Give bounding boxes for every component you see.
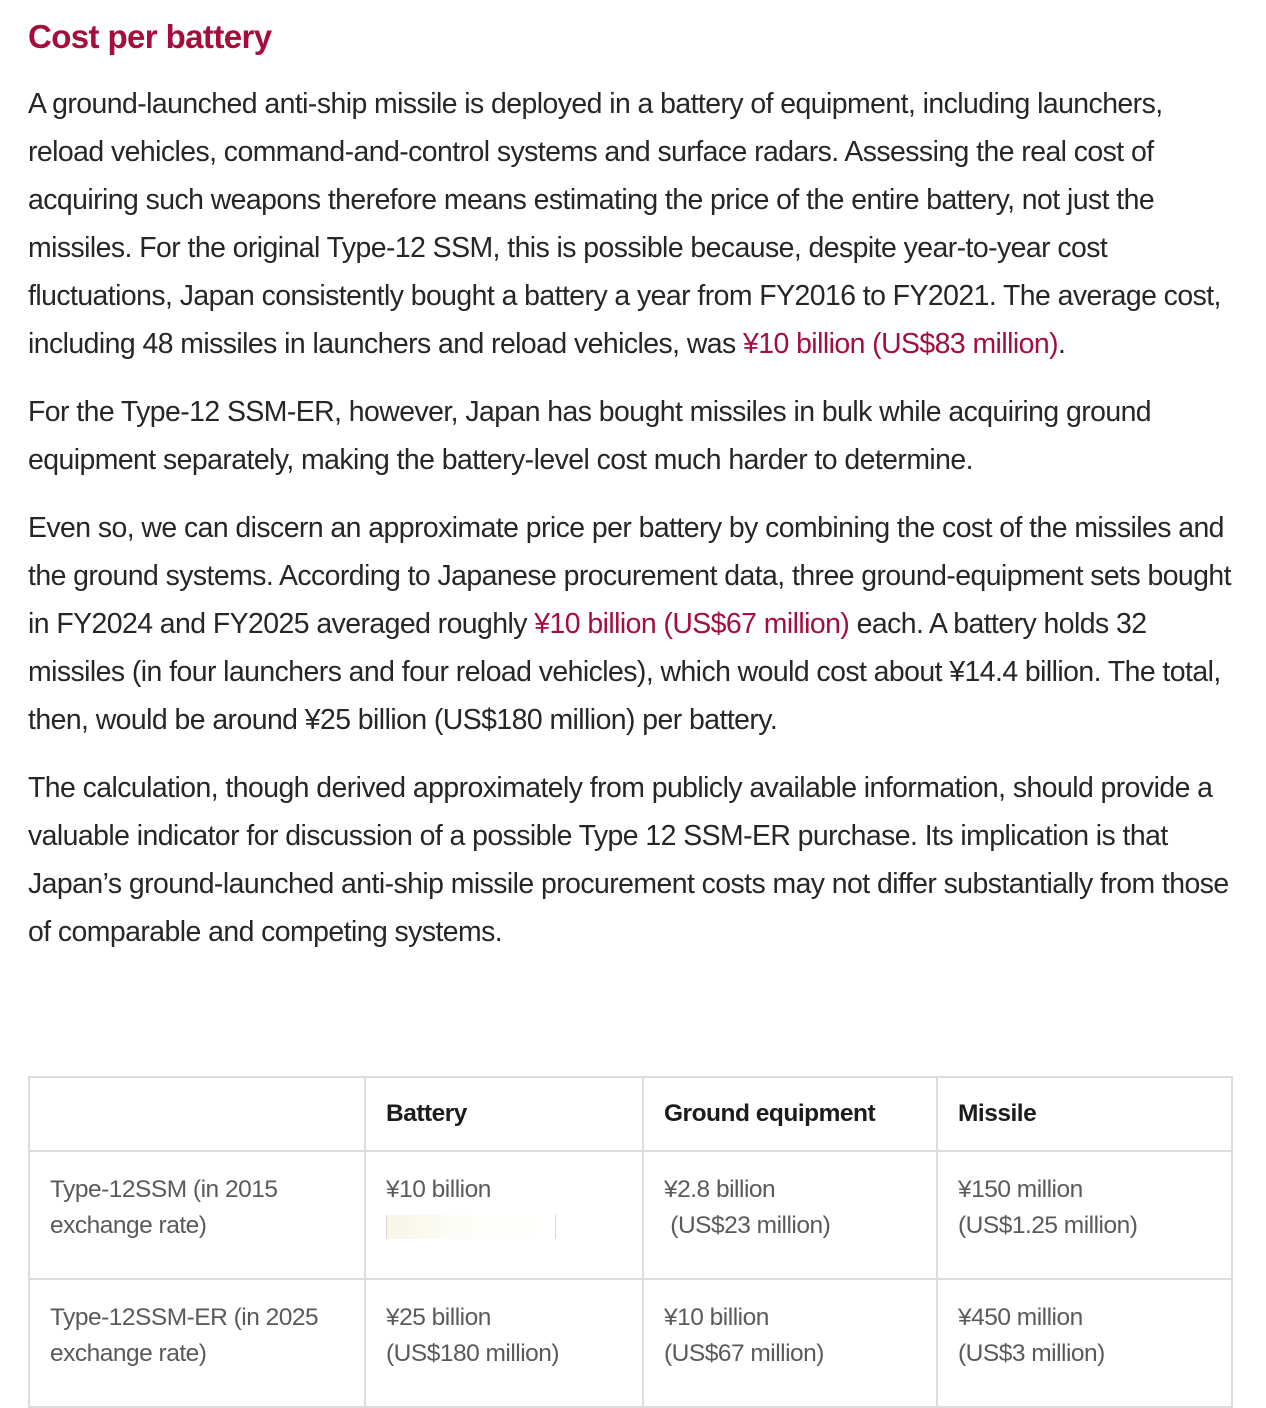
- link-ground-equipment-cost[interactable]: ¥10 billion (US$67 million): [534, 608, 850, 640]
- paragraph-ssm-er: [28, 388, 1238, 484]
- paragraph-conclusion: [28, 764, 1238, 956]
- cell-line: ¥450 million: [958, 1304, 1083, 1331]
- missile-cell: [937, 1279, 1232, 1407]
- paragraph-text: For the Type-12 SSM-ER, however, Japan has bought missiles in bulk while acquiring ground equipment separately, making the battery-level cost much harder to determine.: [28, 396, 1152, 476]
- blurred-text-placeholder: [386, 1215, 556, 1239]
- cell-line: (US$23 million): [664, 1212, 831, 1239]
- cell-line: (US$67 million): [664, 1340, 824, 1367]
- paragraph-text: Even so, we can discern an approximate price per battery by combining the cost of the missiles and the ground systems. According to Japanese procurement data, three ground-equipment sets bought in FY2024 and FY2025 averaged roughly: [28, 512, 1231, 640]
- paragraph-text: The calculation, though derived approximately from publicly available information, should provide a valuable indicator for discussion of a possible Type 12 SSM-ER purchase. Its implication is that Japan’s ground-launched anti-ship missile procurement costs may not differ substantially from those of comparable and competing systems.: [28, 772, 1229, 948]
- cell-line: (US$180 million): [386, 1340, 560, 1367]
- cell-line: ¥2.8 billion: [664, 1176, 776, 1203]
- header-ground-equipment: Ground equipment: [643, 1077, 937, 1151]
- paragraph-battery-intro: [28, 80, 1238, 368]
- battery-cell: [365, 1151, 643, 1279]
- table-row: [29, 1279, 1232, 1407]
- header-battery: Battery: [365, 1077, 643, 1151]
- cell-line: exchange rate): [50, 1340, 207, 1367]
- paragraph-text: each. A battery holds 32 missiles (in four launchers and four reload vehicles), which would cost about ¥14.4 billion. The total, then, would be around ¥25 billion (US$180 million) per battery.: [28, 608, 1221, 736]
- header-missile: Missile: [937, 1077, 1232, 1151]
- ground-equipment-cell: [643, 1279, 937, 1407]
- row-label: [29, 1279, 365, 1407]
- cell-line: exchange rate): [50, 1212, 207, 1239]
- cell-line: ¥10 billion: [386, 1176, 491, 1203]
- cell-line: Type-12SSM (in 2015: [50, 1176, 278, 1203]
- link-type12-battery-cost[interactable]: ¥10 billion (US$83 million): [743, 328, 1058, 360]
- header-empty: [29, 1077, 365, 1151]
- cell-line: Type-12SSM-ER (in 2025: [50, 1304, 319, 1331]
- cell-line: ¥150 million: [958, 1176, 1083, 1203]
- cost-comparison-table: [28, 1076, 1233, 1408]
- article: [28, 0, 1238, 956]
- redacted-value: [386, 1208, 622, 1244]
- cell-line: ¥25 billion: [386, 1304, 491, 1331]
- paragraph-estimate: [28, 504, 1238, 744]
- paragraph-text: .: [1057, 328, 1066, 360]
- cell-line: (US$3 million): [958, 1340, 1105, 1367]
- ground-equipment-cell: [643, 1151, 937, 1279]
- missile-cell: [937, 1151, 1232, 1279]
- cell-line: ¥10 billion: [664, 1304, 769, 1331]
- section-heading: Cost per battery: [28, 18, 272, 55]
- table-row: [29, 1151, 1232, 1279]
- cell-line: (US$1.25 million): [958, 1212, 1138, 1239]
- table-header-row: [29, 1077, 1232, 1151]
- battery-cell: [365, 1279, 643, 1407]
- row-label: [29, 1151, 365, 1279]
- paragraph-text: A ground-launched anti-ship missile is deployed in a battery of equipment, including launchers, reload vehicles, command-and-control systems and surface radars. Assessing the real cost of acquiring such weapons therefore means estimating the price of the entire battery, not just the missiles. For the original Type-12 SSM, this is possible because, despite year-to-year cost fluctuations, Japan consistently bought a battery a year from FY2016 to FY2021. The average cost, including 48 missiles in launchers and reload vehicles, was: [28, 88, 1221, 360]
